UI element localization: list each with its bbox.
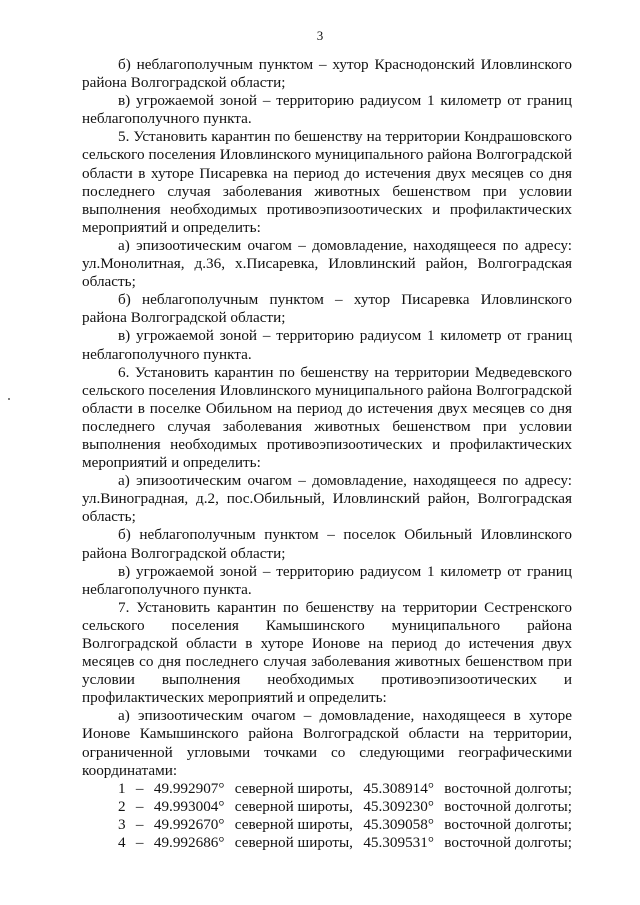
paragraph-threat-zone-krasnodonsky: в) угрожаемой зоной – территорию радиусом 1 километр от границ неблагополучного пункта. xyxy=(82,92,572,128)
paragraph-6b-point: б) неблагополучным пунктом – поселок Обильный Иловлинского района Волгоградской области; xyxy=(82,526,572,562)
coordinate-longitude-label: восточной долготы; xyxy=(444,834,572,852)
coordinate-row xyxy=(82,798,572,816)
coordinate-latitude: 49.992907° xyxy=(153,779,225,797)
coordinate-latitude: 49.993004° xyxy=(153,797,225,815)
coordinate-longitude: 45.309058° xyxy=(363,815,434,833)
coordinate-dash: – xyxy=(135,797,144,815)
coordinate-dash: – xyxy=(135,815,144,833)
paragraph-item-6: 6. Установить карантин по бешенству на территории Медведевского сельского поселения Иловлинского муниципального района Волгоградской области в поселке Обильном на период до истечения двух месяцев со дня последнего случая заболевания животных бешенством при условии выполнения необходимых противоэпизоотических и профилактических мероприятий и определить: xyxy=(82,363,572,472)
coordinate-row xyxy=(82,816,572,834)
coordinate-latitude-label: северной широты, xyxy=(234,797,353,815)
coordinate-dash: – xyxy=(135,779,144,797)
coordinate-latitude: 49.992670° xyxy=(153,815,225,833)
coordinate-longitude-label: восточной долготы; xyxy=(444,779,572,797)
paragraph-5b-point: б) неблагополучным пунктом – хутор Писаревка Иловлинского района Волгоградской области; xyxy=(82,291,572,327)
coordinate-row xyxy=(82,834,572,852)
paragraph-6v-zone: в) угрожаемой зоной – территорию радиусом 1 километр от границ неблагополучного пункта. xyxy=(82,562,572,598)
coordinate-latitude-label: северной широты, xyxy=(234,779,353,797)
coordinate-number: 1 xyxy=(118,779,126,797)
coordinate-number: 3 xyxy=(118,815,126,833)
paragraph-6b-equivalent-krasnodonsky: б) неблагополучным пунктом – хутор Краснодонский Иловлинского района Волгоградской области; xyxy=(82,56,572,92)
coordinate-latitude-label: северной широты, xyxy=(234,815,353,833)
page-number: 3 xyxy=(316,28,324,43)
coordinate-longitude: 45.309230° xyxy=(363,797,434,815)
coordinate-row xyxy=(82,780,572,798)
coordinate-latitude-label: северной широты, xyxy=(234,834,353,852)
scan-artifact-dot xyxy=(8,398,10,400)
coordinate-longitude: 45.308914° xyxy=(363,779,434,797)
paragraph-5v-zone: в) угрожаемой зоной – территорию радиусом 1 километр от границ неблагополучного пункта. xyxy=(82,327,572,363)
coordinate-list xyxy=(82,780,572,852)
paragraph-item-5: 5. Установить карантин по бешенству на территории Кондрашовского сельского поселения Иловлинского муниципального района Волгоградской области в хуторе Писаревка на период до истечения двух месяцев со дня последнего случая заболевания животных бешенством при условии выполнения необходимых противоэпизоотических и профилактических мероприятий и определить: xyxy=(82,128,572,236)
paragraph-6a-focus: а) эпизоотическим очагом – домовладение, находящееся по адресу: ул.Виноградная, д.2, пос.Обильный, Иловлинский район, Волгоградская область; xyxy=(82,472,572,526)
paragraph-7a-focus: а) эпизоотическим очагом – домовладение, находящееся в хуторе Ионове Камышинского района Волгоградской области на территории, ограниченной угловыми точками со следующими географическими координатами: xyxy=(82,707,572,779)
coordinate-longitude-label: восточной долготы; xyxy=(444,797,572,815)
coordinate-number: 4 xyxy=(118,834,126,852)
paragraph-5a-focus: а) эпизоотическим очагом – домовладение, находящееся по адресу: ул.Монолитная, д.36, х.Писаревка, Иловлинский район, Волгоградская область; xyxy=(82,236,572,291)
coordinate-dash: – xyxy=(135,834,144,852)
coordinate-latitude: 49.992686° xyxy=(153,834,225,852)
paragraph-item-7: 7. Установить карантин по бешенству на территории Сестренского сельского поселения Камышинского муниципального района Волгоградской области в хуторе Ионове на период до истечения двух месяцев со дня последнего случая заболевания животных бешенством при условии выполнения необходимых противоэпизоотических и профилактических мероприятий и определить: xyxy=(82,598,572,707)
coordinate-longitude-label: восточной долготы; xyxy=(444,815,572,833)
coordinate-longitude: 45.309531° xyxy=(363,834,434,852)
document-body xyxy=(82,56,572,852)
coordinate-number: 2 xyxy=(118,797,126,815)
